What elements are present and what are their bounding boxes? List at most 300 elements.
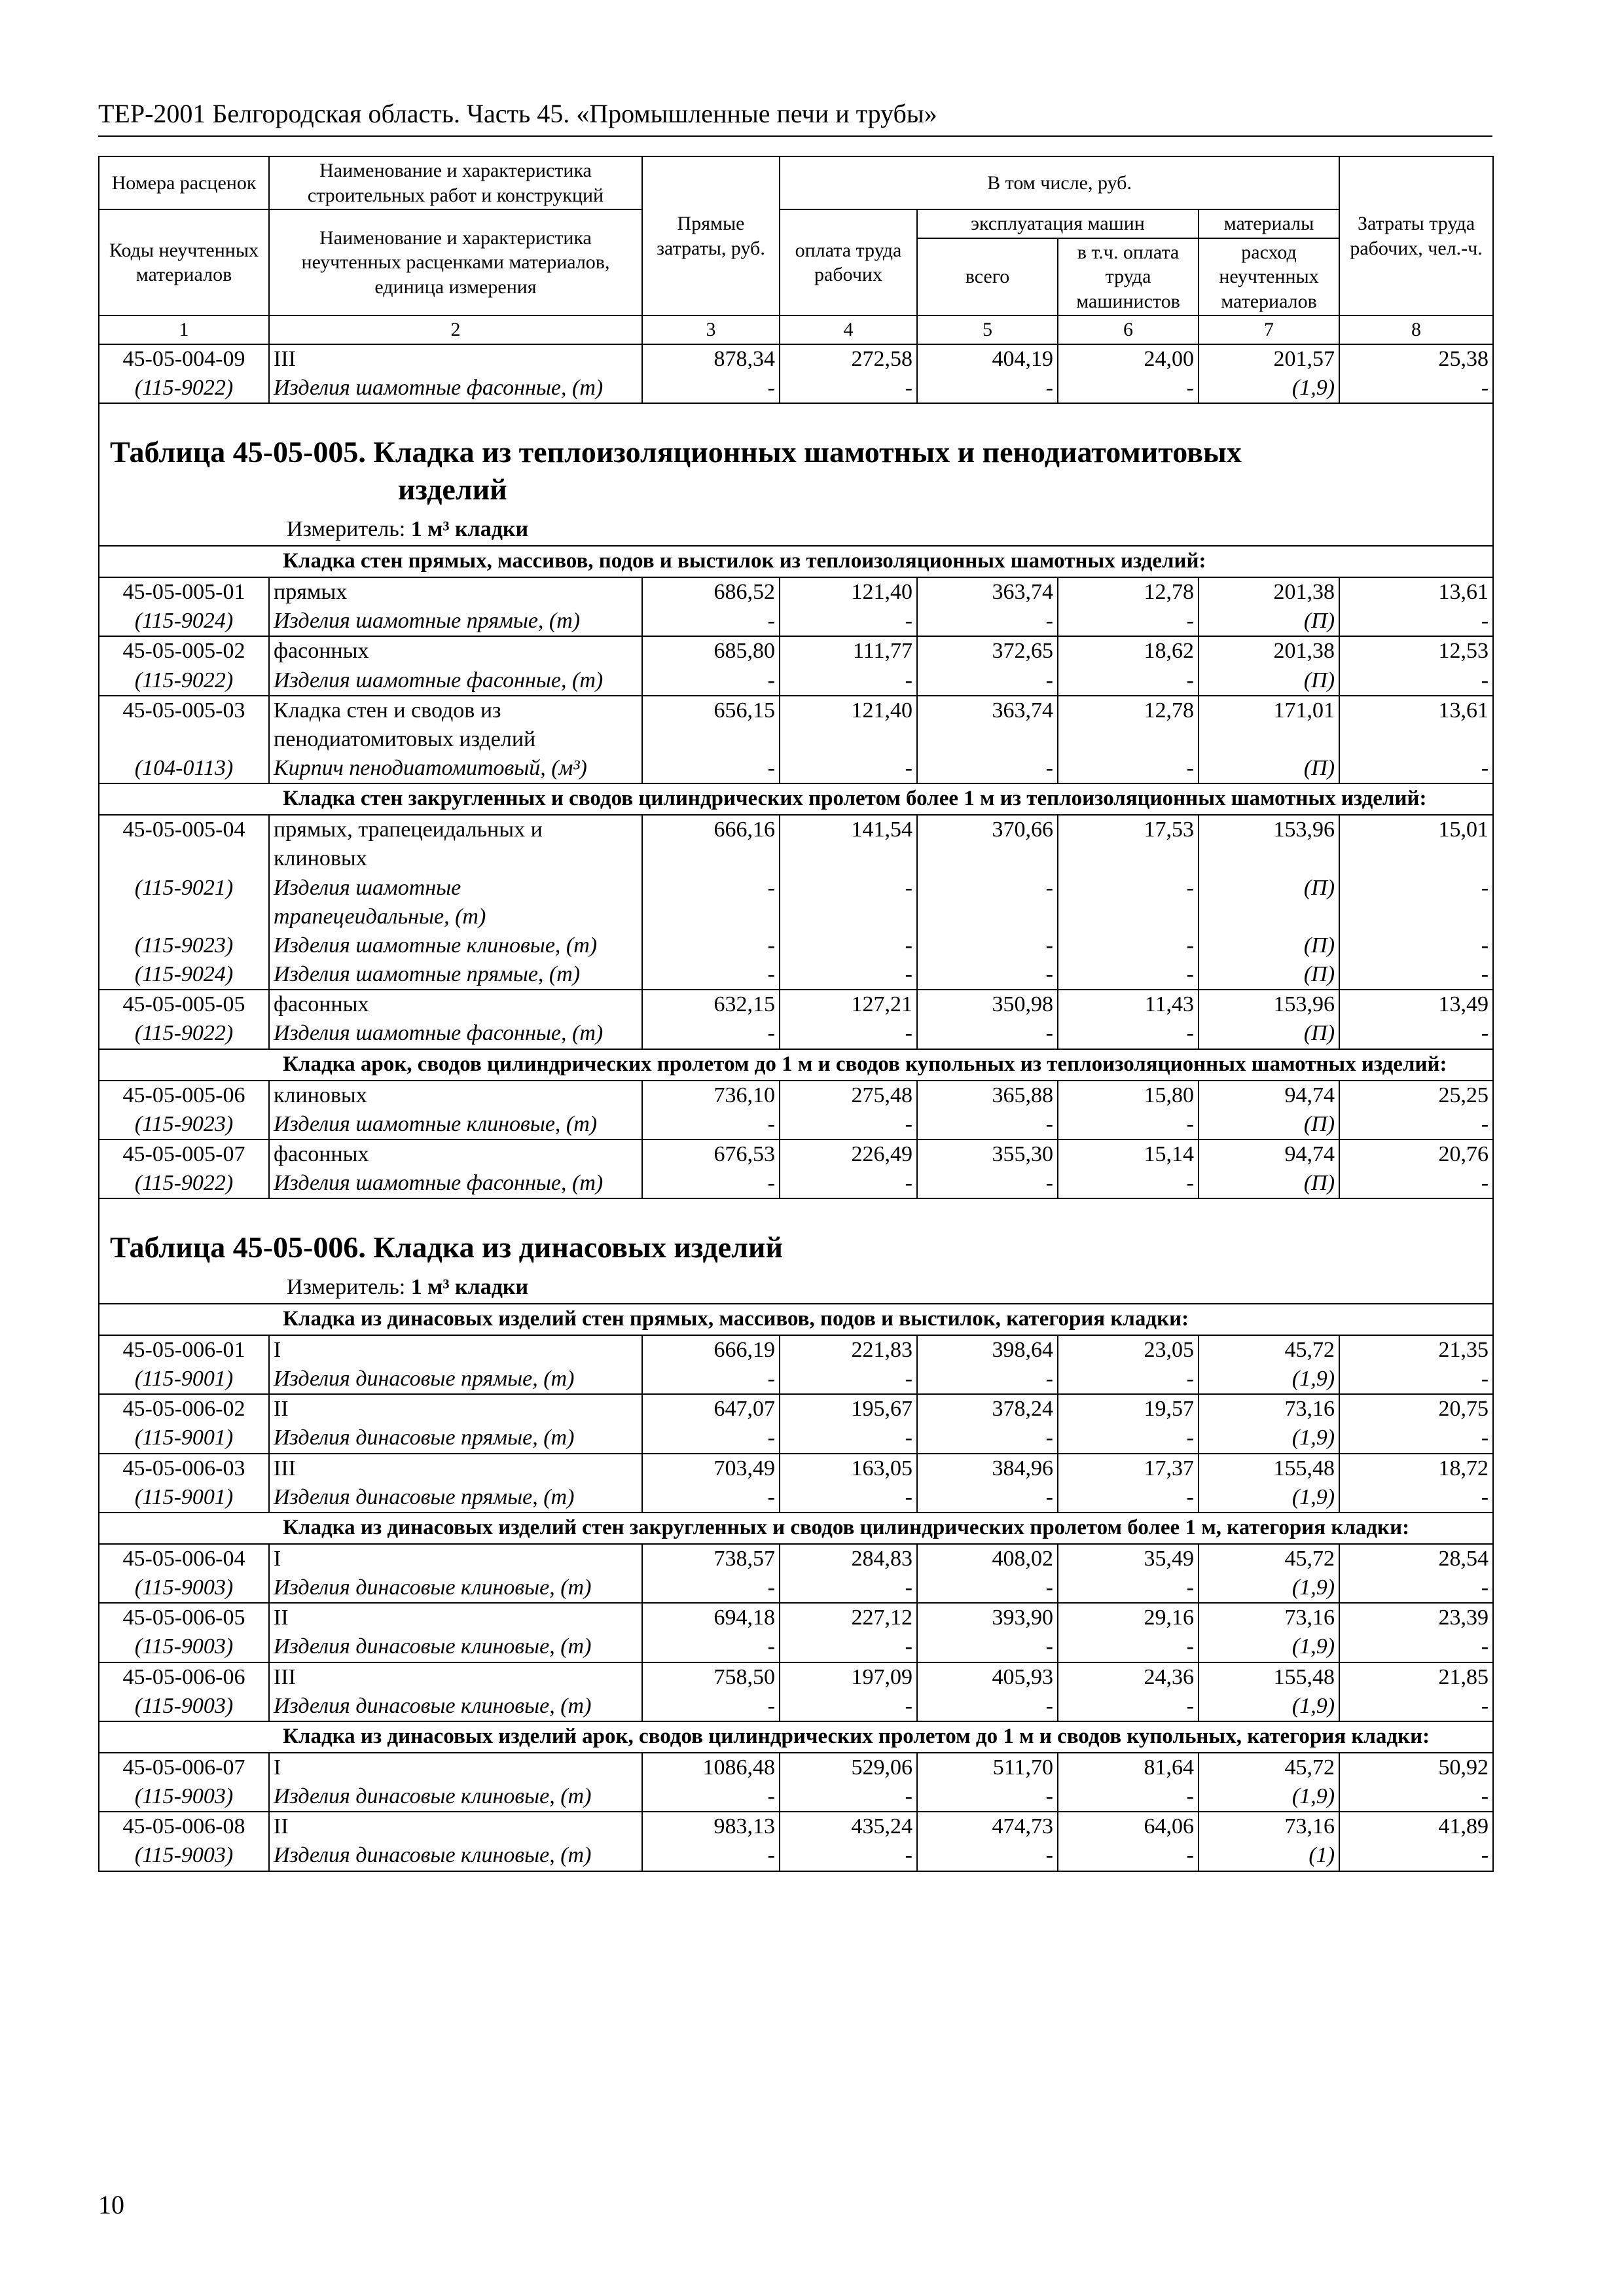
wage-cost: 226,49 [780,1139,917,1169]
work-name: Кладка стен и сводов из пенодиатомитовых изделий [269,696,642,754]
rate-code: 45-05-005-05 [99,990,269,1019]
col-number: 6 [1058,315,1199,344]
material-name: Изделия динасовые клиновые, (т) [269,1632,642,1662]
dash: - [642,1841,780,1871]
table-row [99,1812,1493,1841]
col-number: 4 [780,315,917,344]
labor-hours: 23,39 [1339,1603,1493,1632]
wage-cost: 141,54 [780,815,917,873]
rates-table [98,156,1494,1872]
work-name: III [269,344,642,374]
section-heading-text: Кладка из динасовых изделий стен прямых, массивов, подов и выстилок, категория кладки: [99,1304,1493,1335]
direct-cost: 758,50 [642,1662,780,1692]
work-name: II [269,1603,642,1632]
labor-hours: 25,25 [1339,1081,1493,1110]
direct-cost: 738,57 [642,1544,780,1573]
machinist-wage: 12,78 [1058,696,1199,754]
machinist-wage: 23,05 [1058,1335,1199,1365]
table-row [99,815,1493,873]
dash: - [780,1365,917,1394]
machine-cost: 365,88 [917,1081,1058,1110]
material-consumption: (П) [1199,1019,1339,1049]
material-name: Изделия шамотные фасонные, (т) [269,1169,642,1198]
section-heading-text: Кладка из динасовых изделий арок, сводов цилиндрических пролетом до 1 м и сводов купольных, категория кладки: [99,1721,1493,1753]
material-consumption: (1,9) [1199,1692,1339,1721]
material-name: Изделия шамотные прямые, (т) [269,960,642,990]
dash: - [642,1365,780,1394]
material-name: Изделия динасовые клиновые, (т) [269,1573,642,1603]
labor-hours: 13,49 [1339,990,1493,1019]
material-code: (115-9023) [99,1110,269,1139]
rate-code: 45-05-005-06 [99,1081,269,1110]
dash: - [1058,1365,1199,1394]
material-code: (115-9022) [99,1019,269,1049]
work-name: III [269,1454,642,1483]
material-consumption: (1,9) [1199,374,1339,403]
dash: - [1339,1692,1493,1721]
material-cost: 73,16 [1199,1812,1339,1841]
col-number: 5 [917,315,1058,344]
page-header: ТЕР-2001 Белгородская область. Часть 45. «Промышленные печи и трубы» [98,98,1492,137]
dash: - [780,1169,917,1198]
material-row [99,1110,1493,1139]
dash: - [780,1782,917,1812]
work-name: фасонных [269,990,642,1019]
rate-code: 45-05-006-06 [99,1662,269,1692]
machine-cost: 511,70 [917,1753,1058,1782]
group-materials-header: материалы [1199,209,1339,238]
col1-top-header: Номера расценок [99,156,269,209]
material-consumption: (П) [1199,960,1339,990]
machine-cost: 372,65 [917,636,1058,666]
dash: - [1339,1424,1493,1453]
rate-code: 45-05-006-04 [99,1544,269,1573]
material-cost: 171,01 [1199,696,1339,754]
dash: - [642,1692,780,1721]
dash: - [1339,374,1493,403]
dash: - [1339,1169,1493,1198]
material-cost: 201,38 [1199,577,1339,607]
dash: - [917,1632,1058,1662]
machinist-wage: 11,43 [1058,990,1199,1019]
material-code: (115-9001) [99,1365,269,1394]
dash: - [1339,931,1493,960]
col6-header: в т.ч. оплата труда машинистов [1058,238,1199,316]
dash: - [780,1632,917,1662]
table-title: Таблица 45-05-006. Кладка из динасовых изделий [110,1230,784,1265]
col-number: 1 [99,315,269,344]
material-cost: 155,48 [1199,1662,1339,1692]
dash: - [1058,607,1199,636]
dash: - [642,374,780,403]
dash: - [642,607,780,636]
machinist-wage: 64,06 [1058,1812,1199,1841]
col-number: 2 [269,315,642,344]
material-cost: 45,72 [1199,1335,1339,1365]
machinist-wage: 15,14 [1058,1139,1199,1169]
direct-cost: 686,52 [642,577,780,607]
dash: - [780,1424,917,1453]
dash: - [917,1692,1058,1721]
machine-cost: 350,98 [917,990,1058,1019]
table-row [99,1454,1493,1483]
labor-hours: 13,61 [1339,696,1493,754]
dash: - [917,754,1058,783]
material-row [99,1573,1493,1603]
dash: - [917,931,1058,960]
material-cost: 201,38 [1199,636,1339,666]
col8-header: Затраты труда рабочих, чел.-ч. [1339,156,1493,315]
table-row [99,1544,1493,1573]
material-row [99,666,1493,696]
machinist-wage: 12,78 [1058,577,1199,607]
labor-hours: 15,01 [1339,815,1493,873]
direct-cost: 666,19 [642,1335,780,1365]
direct-cost: 666,16 [642,815,780,873]
labor-hours: 20,75 [1339,1394,1493,1424]
dash: - [642,1782,780,1812]
dash: - [917,666,1058,696]
dash: - [1339,1110,1493,1139]
material-consumption: (1,9) [1199,1424,1339,1453]
rate-code: 45-05-006-02 [99,1394,269,1424]
dash: - [917,1782,1058,1812]
direct-cost: 694,18 [642,1603,780,1632]
wage-cost: 121,40 [780,696,917,754]
dash: - [780,374,917,403]
labor-hours: 21,85 [1339,1662,1493,1692]
table-row [99,990,1493,1019]
dash: - [1058,1692,1199,1721]
dash: - [780,874,917,931]
material-cost: 94,74 [1199,1139,1339,1169]
work-name: II [269,1812,642,1841]
wage-cost: 221,83 [780,1335,917,1365]
work-name: фасонных [269,636,642,666]
labor-hours: 50,92 [1339,1753,1493,1782]
rate-code: 45-05-005-07 [99,1139,269,1169]
dash: - [1058,874,1199,931]
dash: - [917,1365,1058,1394]
material-row [99,1365,1493,1394]
col5-header: всего [917,238,1058,316]
col2-bottom-header: Наименование и характеристика неучтенных расценками материалов, единица измерения [269,209,642,315]
material-code: (115-9022) [99,1169,269,1198]
material-code: (115-9022) [99,666,269,696]
dash: - [780,1841,917,1871]
work-name: I [269,1753,642,1782]
wage-cost: 121,40 [780,577,917,607]
machinist-wage: 24,00 [1058,344,1199,374]
wage-cost: 272,58 [780,344,917,374]
work-name: I [269,1335,642,1365]
table-title-line1: Таблица 45-05-005. Кладка из теплоизоляционных шамотных и пенодиатомитовых [110,435,1242,469]
material-row [99,754,1493,783]
section-heading-text: Кладка арок, сводов цилиндрических пролетом до 1 м и сводов купольных из теплоизоляционных шамотных изделий: [99,1049,1493,1081]
dash: - [1058,374,1199,403]
table-row [99,1662,1493,1692]
table-title-row [99,1198,1493,1304]
dash: - [917,607,1058,636]
dash: - [1339,1782,1493,1812]
direct-cost: 703,49 [642,1454,780,1483]
direct-cost: 676,53 [642,1139,780,1169]
dash: - [1058,754,1199,783]
table-title-row [99,403,1493,546]
labor-hours: 28,54 [1339,1544,1493,1573]
table-row [99,1603,1493,1632]
dash: - [1339,874,1493,931]
machinist-wage: 15,80 [1058,1081,1199,1110]
material-row [99,1782,1493,1812]
dash: - [642,1483,780,1513]
page-number: 10 [98,2190,124,2219]
material-consumption: (1,9) [1199,1483,1339,1513]
dash: - [780,754,917,783]
material-row [99,1424,1493,1453]
dash: - [917,1169,1058,1198]
work-name: прямых, трапецеидальных и клиновых [269,815,642,873]
table-row [99,636,1493,666]
measure-value: 1 м³ кладки [410,1274,529,1299]
material-name: Изделия динасовые прямые, (т) [269,1365,642,1394]
material-row [99,931,1493,960]
machine-cost: 404,19 [917,344,1058,374]
material-name: Изделия шамотные фасонные, (т) [269,374,642,403]
col7-header: расход неучтенных материалов [1199,238,1339,316]
material-cost: 153,96 [1199,815,1339,873]
machine-cost: 474,73 [917,1812,1058,1841]
labor-hours: 20,76 [1339,1139,1493,1169]
material-code: (115-9024) [99,607,269,636]
dash: - [1339,960,1493,990]
table-row [99,344,1493,374]
dash: - [1058,1782,1199,1812]
dash: - [642,1424,780,1453]
table-row [99,1753,1493,1782]
table-row [99,696,1493,754]
col4-header: оплата труда рабочих [780,209,917,315]
material-name: Изделия шамотные прямые, (т) [269,607,642,636]
material-consumption: (1,9) [1199,1632,1339,1662]
rate-code: 45-05-005-04 [99,815,269,873]
machine-cost: 363,74 [917,696,1058,754]
dash: - [642,754,780,783]
direct-cost: 647,07 [642,1394,780,1424]
dash: - [642,1573,780,1603]
material-name: Изделия шамотные трапецеидальные, (т) [269,874,642,931]
section-heading-text: Кладка стен закругленных и сводов цилиндрических пролетом более 1 м из теплоизоляционных шамотных изделий: [99,783,1493,815]
section-heading [99,1721,1493,1753]
table-row [99,1081,1493,1110]
dash: - [780,931,917,960]
wage-cost: 195,67 [780,1394,917,1424]
material-consumption: (П) [1199,754,1339,783]
material-code: (115-9001) [99,1483,269,1513]
table-title [110,433,1482,509]
dash: - [1058,666,1199,696]
wage-cost: 227,12 [780,1603,917,1632]
dash: - [780,1019,917,1049]
material-consumption: (П) [1199,931,1339,960]
wage-cost: 163,05 [780,1454,917,1483]
direct-cost: 736,10 [642,1081,780,1110]
section-heading [99,1513,1493,1544]
dash: - [642,1632,780,1662]
dash: - [780,666,917,696]
machine-cost: 408,02 [917,1544,1058,1573]
wage-cost: 284,83 [780,1544,917,1573]
table-row [99,1139,1493,1169]
material-cost: 155,48 [1199,1454,1339,1483]
measure-label: Измеритель: [287,516,406,541]
section-heading-text: Кладка стен прямых, массивов, подов и выстилок из теплоизоляционных шамотных изделий: [99,546,1493,577]
material-code: (115-9024) [99,960,269,990]
dash: - [1339,754,1493,783]
material-consumption: (П) [1199,874,1339,931]
work-name: I [269,1544,642,1573]
work-name: фасонных [269,1139,642,1169]
material-cost: 201,57 [1199,344,1339,374]
dash: - [1058,1841,1199,1871]
dash: - [1058,1483,1199,1513]
material-cost: 73,16 [1199,1394,1339,1424]
material-code: (115-9003) [99,1632,269,1662]
material-row [99,874,1493,931]
direct-cost: 632,15 [642,990,780,1019]
material-name: Кирпич пенодиатомитовый, (м³) [269,754,642,783]
section-heading [99,546,1493,577]
material-name: Изделия динасовые прямые, (т) [269,1483,642,1513]
labor-hours: 12,53 [1339,636,1493,666]
work-name: III [269,1662,642,1692]
material-cost: 73,16 [1199,1603,1339,1632]
work-name: II [269,1394,642,1424]
dash: - [642,874,780,931]
material-code: (104-0113) [99,754,269,783]
machine-cost: 363,74 [917,577,1058,607]
wage-cost: 435,24 [780,1812,917,1841]
material-code: (115-9021) [99,874,269,931]
dash: - [780,1483,917,1513]
rate-code: 45-05-006-03 [99,1454,269,1483]
dash: - [917,1483,1058,1513]
dash: - [642,666,780,696]
material-consumption: (П) [1199,666,1339,696]
material-row [99,1632,1493,1662]
material-name: Изделия динасовые прямые, (т) [269,1424,642,1453]
material-row [99,1019,1493,1049]
table-title-line2: изделий [398,473,507,507]
material-name: Изделия шамотные клиновые, (т) [269,1110,642,1139]
rate-code: 45-05-005-01 [99,577,269,607]
labor-hours: 21,35 [1339,1335,1493,1365]
dash: - [917,1019,1058,1049]
material-row [99,1169,1493,1198]
dash: - [1339,666,1493,696]
section-heading [99,1304,1493,1335]
material-code: (115-9003) [99,1841,269,1871]
material-name: Изделия шамотные клиновые, (т) [269,931,642,960]
dash: - [917,1424,1058,1453]
col-number: 7 [1199,315,1339,344]
dash: - [917,374,1058,403]
group-incl-header: В том числе, руб. [780,156,1339,209]
table-row [99,1335,1493,1365]
work-name: прямых [269,577,642,607]
labor-hours: 13,61 [1339,577,1493,607]
rate-code: 45-05-005-02 [99,636,269,666]
machine-cost: 405,93 [917,1662,1058,1692]
direct-cost: 656,15 [642,696,780,754]
section-heading [99,1049,1493,1081]
col1-bottom-header: Коды неучтенных материалов [99,209,269,315]
wage-cost: 127,21 [780,990,917,1019]
wage-cost: 197,09 [780,1662,917,1692]
dash: - [917,874,1058,931]
machinist-wage: 17,37 [1058,1454,1199,1483]
material-consumption: (П) [1199,607,1339,636]
material-code: (115-9003) [99,1573,269,1603]
machine-cost: 398,64 [917,1335,1058,1365]
dash: - [1339,607,1493,636]
material-name: Изделия динасовые клиновые, (т) [269,1692,642,1721]
direct-cost: 1086,48 [642,1753,780,1782]
measure-value: 1 м³ кладки [410,516,529,541]
rate-code: 45-05-006-01 [99,1335,269,1365]
dash: - [1058,1110,1199,1139]
dash: - [642,960,780,990]
section-heading-text: Кладка из динасовых изделий стен закругленных и сводов цилиндрических пролетом более 1 м, категория кладки: [99,1513,1493,1544]
dash: - [1058,1424,1199,1453]
labor-hours: 18,72 [1339,1454,1493,1483]
machinist-wage: 24,36 [1058,1662,1199,1692]
material-code: (115-9023) [99,931,269,960]
material-row [99,374,1493,403]
machinist-wage: 17,53 [1058,815,1199,873]
material-cost: 45,72 [1199,1544,1339,1573]
material-consumption: (1) [1199,1841,1339,1871]
material-name: Изделия шамотные фасонные, (т) [269,1019,642,1049]
dash: - [917,1573,1058,1603]
work-name: клиновых [269,1081,642,1110]
dash: - [642,1169,780,1198]
machine-cost: 355,30 [917,1139,1058,1169]
dash: - [1058,960,1199,990]
dash: - [1058,931,1199,960]
labor-hours: 41,89 [1339,1812,1493,1841]
rate-code: 45-05-006-08 [99,1812,269,1841]
dash: - [642,1019,780,1049]
col2-top-header: Наименование и характеристика строительных работ и конструкций [269,156,642,209]
dash: - [1058,1573,1199,1603]
material-cost: 45,72 [1199,1753,1339,1782]
dash: - [1339,1365,1493,1394]
direct-cost: 878,34 [642,344,780,374]
material-row [99,1483,1493,1513]
dash: - [1058,1019,1199,1049]
dash: - [780,960,917,990]
wage-cost: 529,06 [780,1753,917,1782]
dash: - [642,931,780,960]
dash: - [917,1110,1058,1139]
machinist-wage: 81,64 [1058,1753,1199,1782]
machine-cost: 378,24 [917,1394,1058,1424]
wage-cost: 111,77 [780,636,917,666]
material-consumption: (1,9) [1199,1365,1339,1394]
measure-label: Измеритель: [287,1274,406,1299]
dash: - [1058,1632,1199,1662]
